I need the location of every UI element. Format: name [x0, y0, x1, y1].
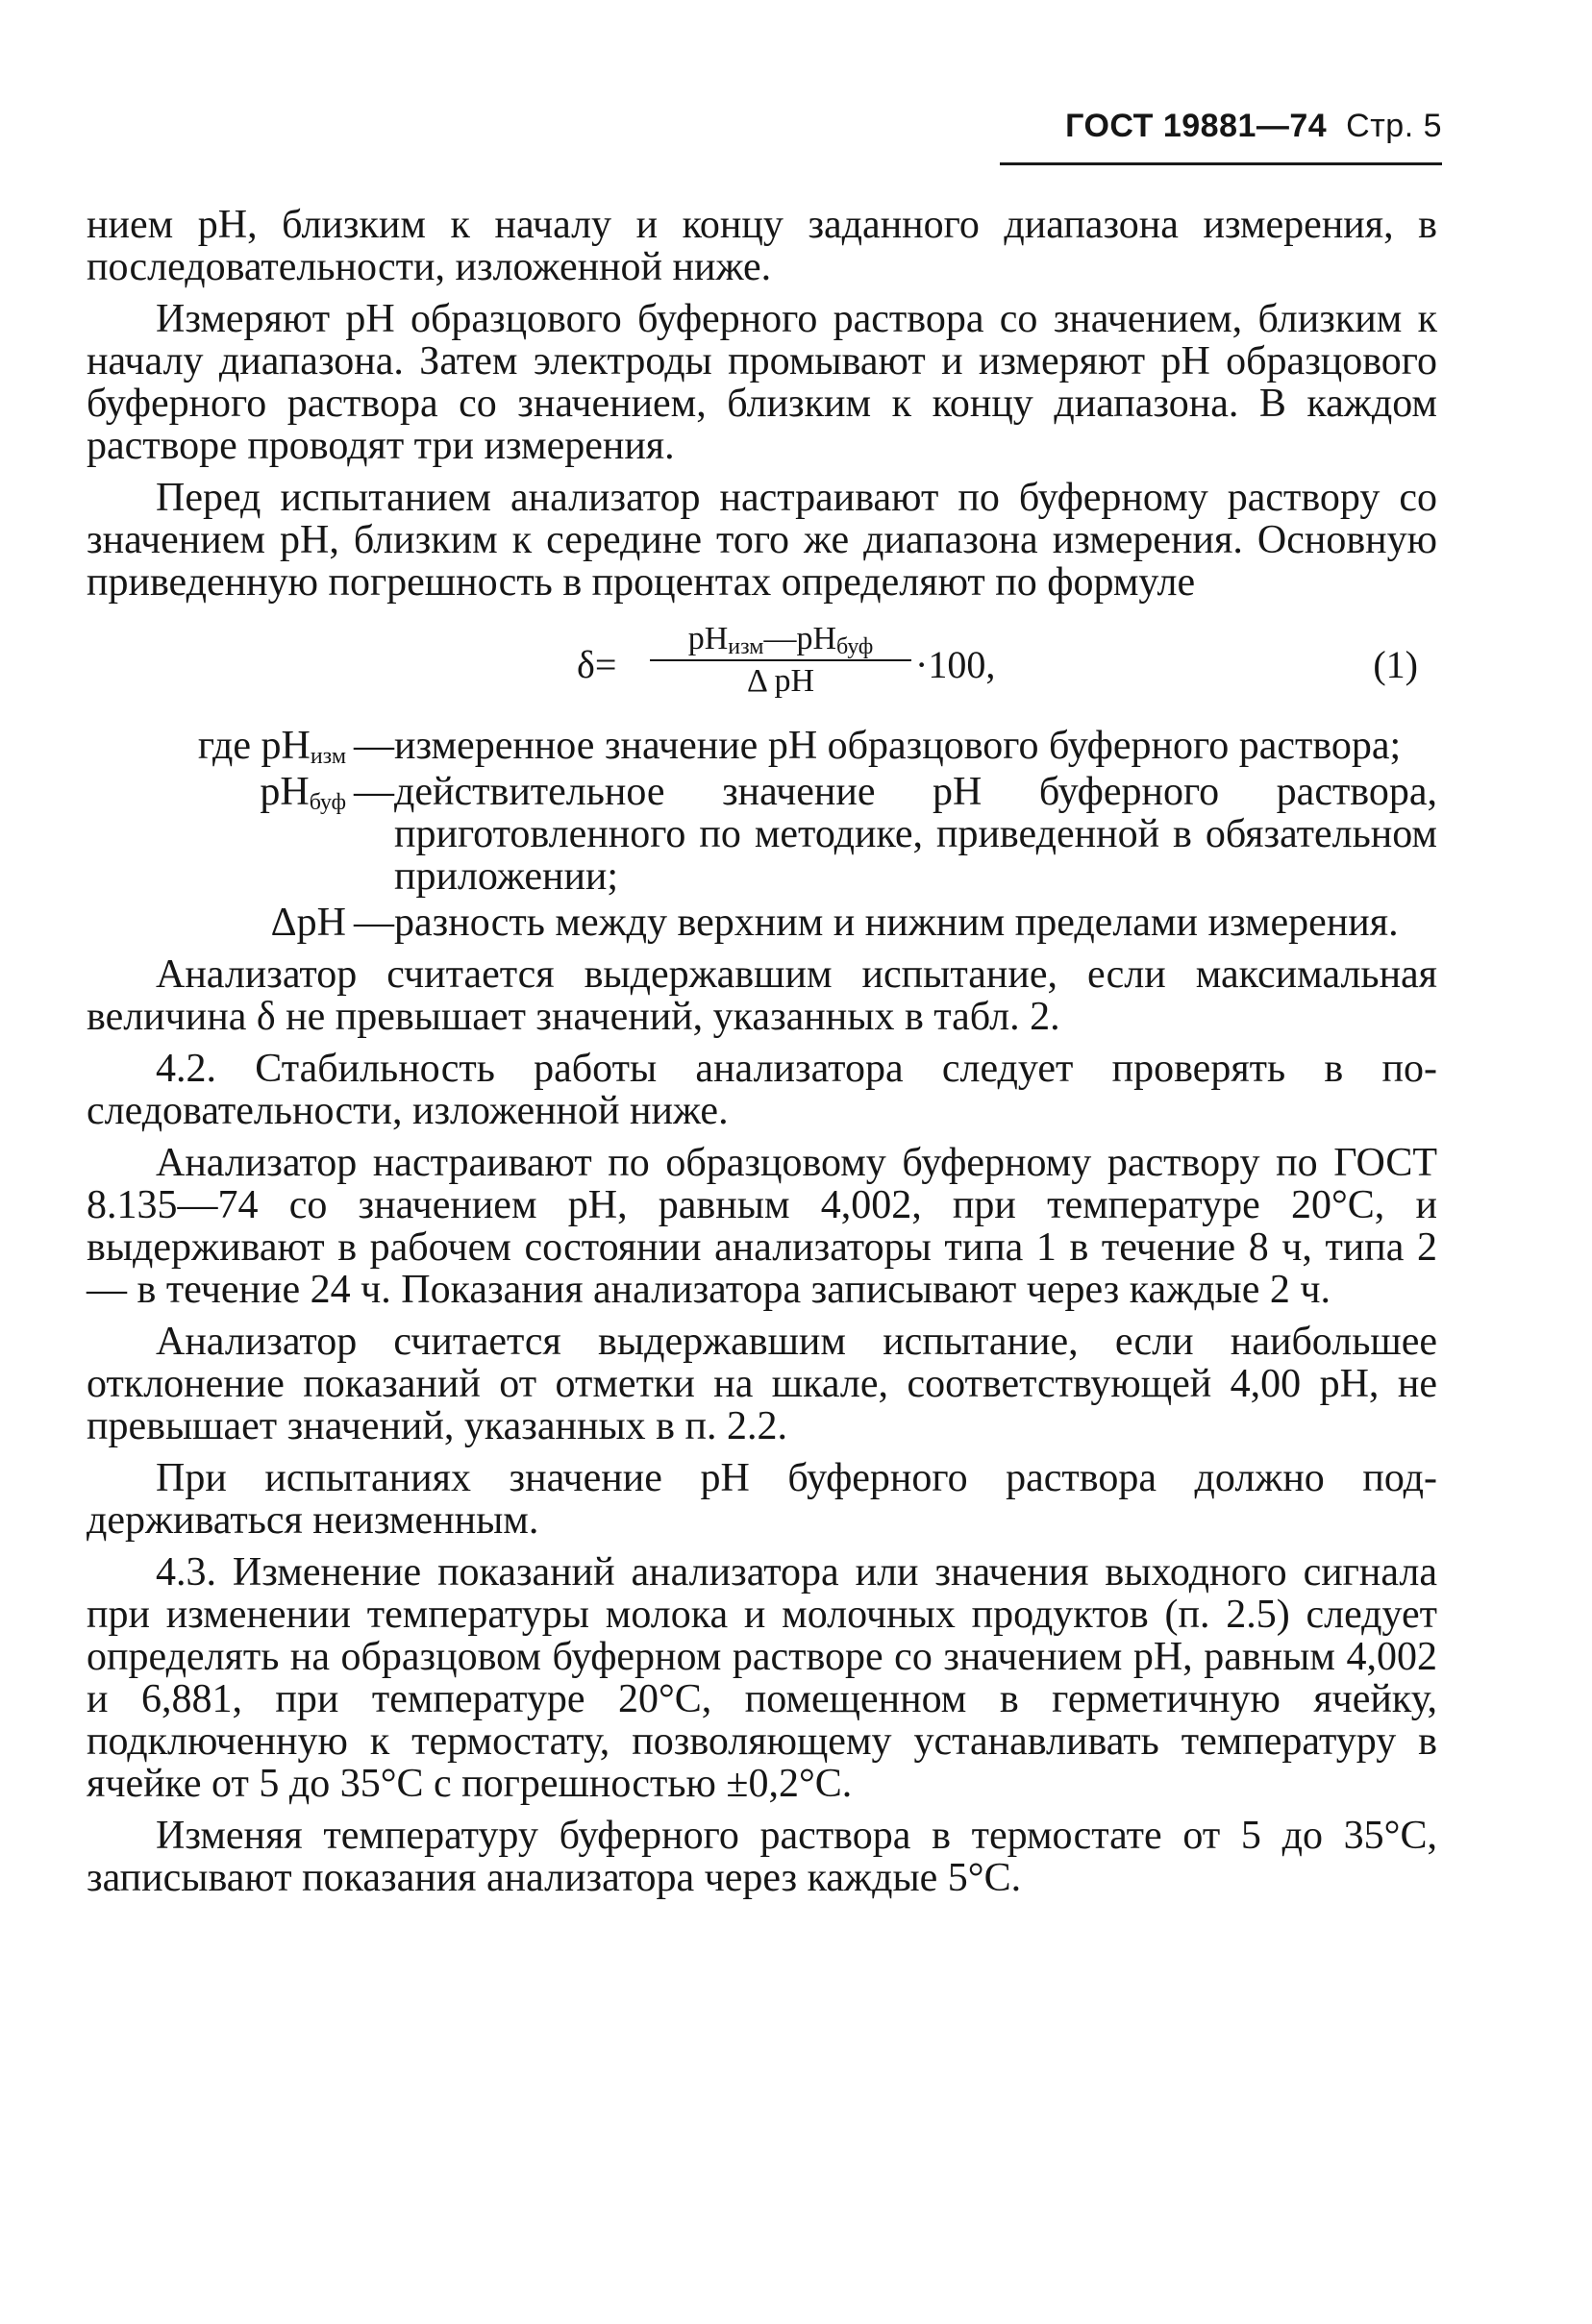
formula: [87, 621, 1437, 709]
formula-minus: —: [763, 621, 797, 656]
formula-denominator: Δ pH: [746, 663, 815, 699]
paragraph: Анализатор настраивают по образцовому буферному раствору по ГОСТ 8.135—74 со значением pH, равным 4,002, при температуре 20°C, и выдерживают в рабочем состоянии анализаторы типа 1 в течение 8 ч, типа 2 — в течение 24 ч. Показания анализатора записывают через каждые 2 ч.: [87, 1141, 1437, 1312]
paragraph: Перед испытанием анализатор настраивают по буферному раствору со значением pH, близким к середине того же диапазона измерения. Основную приведенную погрешность в процентах определяют по формуле: [87, 476, 1437, 605]
definition-dash: —: [354, 901, 394, 945]
section-4-3: 4.3. Изменение показаний анализатора или значения выходного сигнала при изменении температуры молока и молочных продуктов (п. 2.5) следует определять на образцовом буферном растворе со значением pH, равным 4,002 и 6,881, при температуре 20°C, помещенном в герметичную ячейку, подключенную к термостату, позволяющему устанавливать температуру в ячейке от 5 до 35°C с погрешностью ±0,2°C.: [87, 1550, 1437, 1806]
definition-item: [87, 725, 1437, 767]
equation-number: (1): [1373, 643, 1418, 686]
paragraph: При испытаниях значение pH буферного раствора должно поддерживаться неизменным.: [87, 1456, 1437, 1543]
definition-symbol: pH: [261, 724, 311, 768]
definition-symbol: ΔpH: [270, 901, 346, 945]
definition-item: [87, 771, 1437, 898]
definition-dash: —: [354, 770, 394, 814]
formula-fraction: [650, 621, 911, 700]
definition-text: разность между верхним и нижним пределами измерения.: [394, 901, 1399, 945]
definition-term: [87, 902, 354, 944]
paragraph: Анализатор считается выдержавшим испытание, если наибольшее отклонение показаний от отметки на шкале, соответствующей 4,00 pH, не превышает значений, указанных в п. 2.2.: [87, 1320, 1437, 1448]
section-4-2: 4.2. Стабильность работы анализатора следует проверять в последовательности, изложенной ниже.: [87, 1047, 1437, 1133]
definition-term: [87, 725, 354, 767]
paragraph: Измеряют pH образцового буферного раствора со значением, близким к началу диапазона. Затем электроды промывают и измеряют pH образцового буферного раствора со значением, близким к концу диапазона. В каждом растворе проводят три измерения.: [87, 297, 1437, 468]
definition-text: действительное значение pH буферного раствора, приготовленного по методике, приведенной в обязательном приложении;: [394, 770, 1437, 899]
page-header: [1000, 108, 1442, 165]
definition-where: где: [197, 724, 251, 768]
document-body: [87, 204, 1437, 1909]
definition-dash: —: [354, 724, 394, 768]
paragraph: нием pH, близким к началу и концу заданного диапазона измерения, в последовательности, изложенной ниже.: [87, 203, 1437, 289]
formula-multiplier: ·100,: [915, 643, 996, 686]
formula-numerator-subscript: буф: [836, 634, 874, 659]
page-number: Стр. 5: [1346, 108, 1442, 144]
paragraph: Анализатор считается выдержавшим испытание, если максимальная величина δ не превышает значений, указанных в табл. 2.: [87, 952, 1437, 1039]
definition-subscript: изм: [310, 744, 346, 769]
formula-numerator-term: pH: [796, 621, 837, 656]
definitions-list: [87, 725, 1437, 944]
definition-text: измеренное значение pH образцового буферного раствора;: [394, 724, 1402, 768]
paragraph: Изменяя температуру буферного раствора в термостате от 5 до 35°C, записывают показания анализатора через каждые 5°C.: [87, 1814, 1437, 1900]
formula-numerator-subscript: изм: [728, 634, 764, 659]
definition-item: [87, 902, 1437, 944]
definition-term: [87, 771, 354, 898]
formula-lhs: δ=: [577, 643, 617, 686]
definition-symbol: pH: [260, 770, 310, 814]
definition-subscript: буф: [309, 790, 346, 815]
formula-numerator-term: pH: [687, 621, 729, 656]
standard-number: ГОСТ 19881—74: [1065, 108, 1328, 144]
formula-numerator: [650, 621, 911, 661]
